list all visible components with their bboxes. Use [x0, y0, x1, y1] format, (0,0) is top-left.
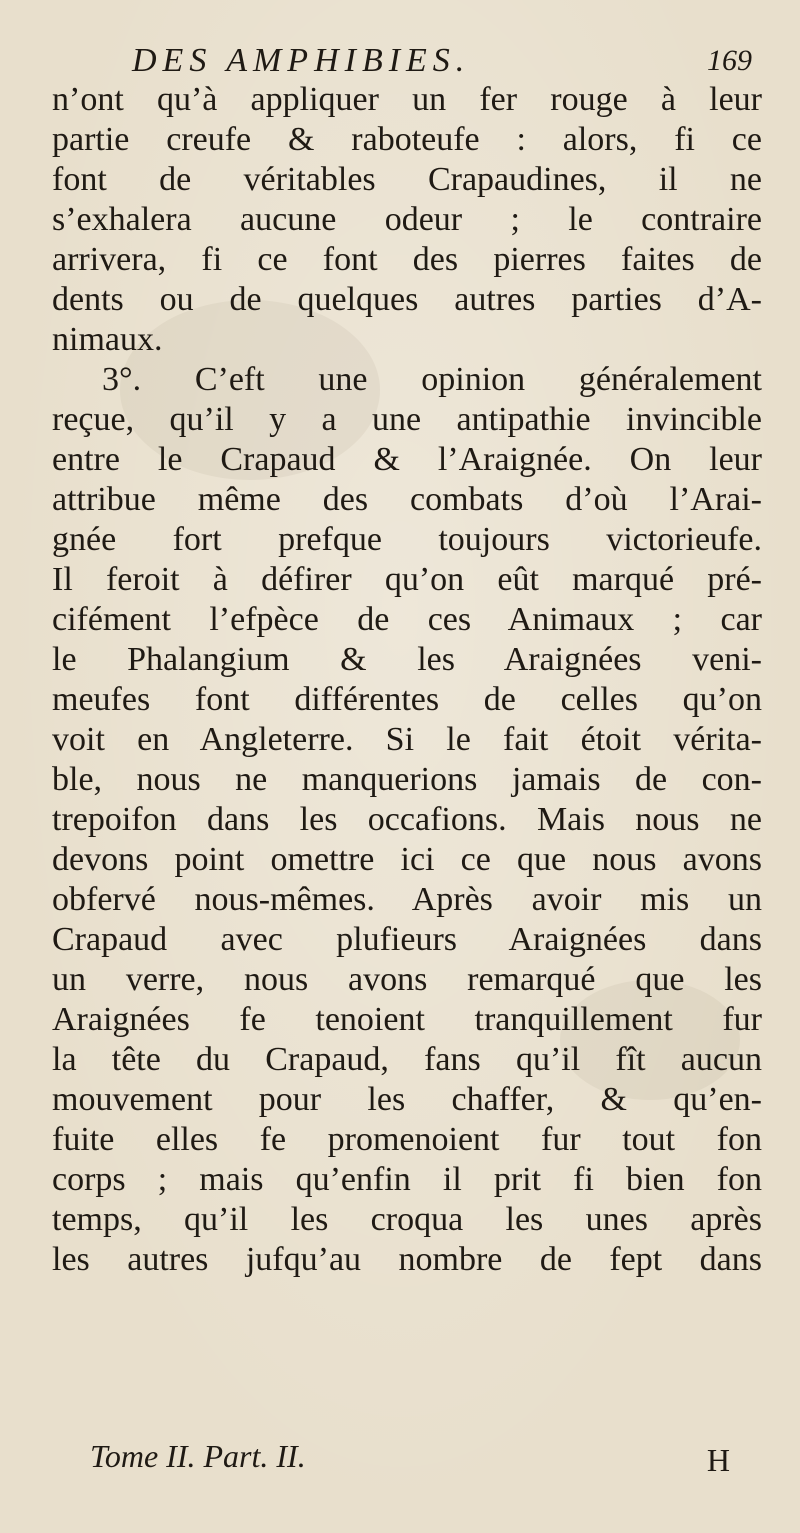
- text-line: Crapaud avec plufieurs Araignées dans: [52, 921, 762, 958]
- text-line: reçue, qu’il y a une antipathie invincible: [52, 401, 762, 438]
- text-line: cifément l’efpèce de ces Animaux ; car: [52, 601, 762, 638]
- text-line: attribue même des combats d’où l’Arai-: [52, 481, 762, 518]
- text-line: 3°. C’eft une opinion généralement: [102, 361, 762, 398]
- text-line: ble, nous ne manquerions jamais de con-: [52, 761, 762, 798]
- text-line: les autres jufqu’au nombre de fept dans: [52, 1241, 762, 1278]
- signature-mark: H: [706, 1442, 730, 1478]
- text-line: trepoifon dans les occafions. Mais nous ne: [52, 801, 762, 838]
- text-line: Il feroit à défirer qu’on eût marqué pré-: [52, 561, 762, 598]
- text-line: un verre, nous avons remarqué que les: [52, 961, 762, 998]
- text-line: Araignées fe tenoient tranquillement fur: [52, 1001, 762, 1038]
- text-line: nimaux.: [52, 321, 163, 358]
- text-line: devons point omettre ici ce que nous avons: [52, 841, 762, 878]
- text-line: entre le Crapaud & l’Araignée. On leur: [52, 441, 762, 478]
- page-footer: [90, 1438, 730, 1484]
- text-line: corps ; mais qu’enfin il prit fi bien fon: [52, 1161, 762, 1198]
- text-line: le Phalangium & les Araignées veni-: [52, 641, 762, 678]
- text-line: partie creufe & raboteufe : alors, fi ce: [52, 121, 762, 158]
- text-line: fuite elles fe promenoient fur tout fon: [52, 1121, 762, 1158]
- text-line: gnée fort prefque toujours victorieufe.: [52, 521, 762, 558]
- page-number: 169: [707, 44, 752, 77]
- text-line: meufes font différentes de celles qu’on: [52, 681, 762, 718]
- text-line: mouvement pour les chaffer, & qu’en-: [52, 1081, 762, 1118]
- text-line: n’ont qu’à appliquer un fer rouge à leur: [52, 81, 762, 118]
- text-line: arrivera, fi ce font des pierres faites de: [52, 241, 762, 278]
- text-line: dents ou de quelques autres parties d’A-: [52, 281, 762, 318]
- text-line: obfervé nous-mêmes. Après avoir mis un: [52, 881, 762, 918]
- text-line: s’exhalera aucune odeur ; le contraire: [52, 201, 762, 238]
- running-head: DES AMPHIBIES.: [132, 42, 471, 79]
- text-line: voit en Angleterre. Si le fait étoit vérita-: [52, 721, 762, 758]
- text-line: font de véritables Crapaudines, il ne: [52, 161, 762, 198]
- text-line: temps, qu’il les croqua les unes après: [52, 1201, 762, 1238]
- volume-signature: Tome II. Part. II.: [90, 1438, 306, 1474]
- body-text: [52, 80, 762, 1280]
- text-line: la tête du Crapaud, fans qu’il fît aucun: [52, 1041, 762, 1078]
